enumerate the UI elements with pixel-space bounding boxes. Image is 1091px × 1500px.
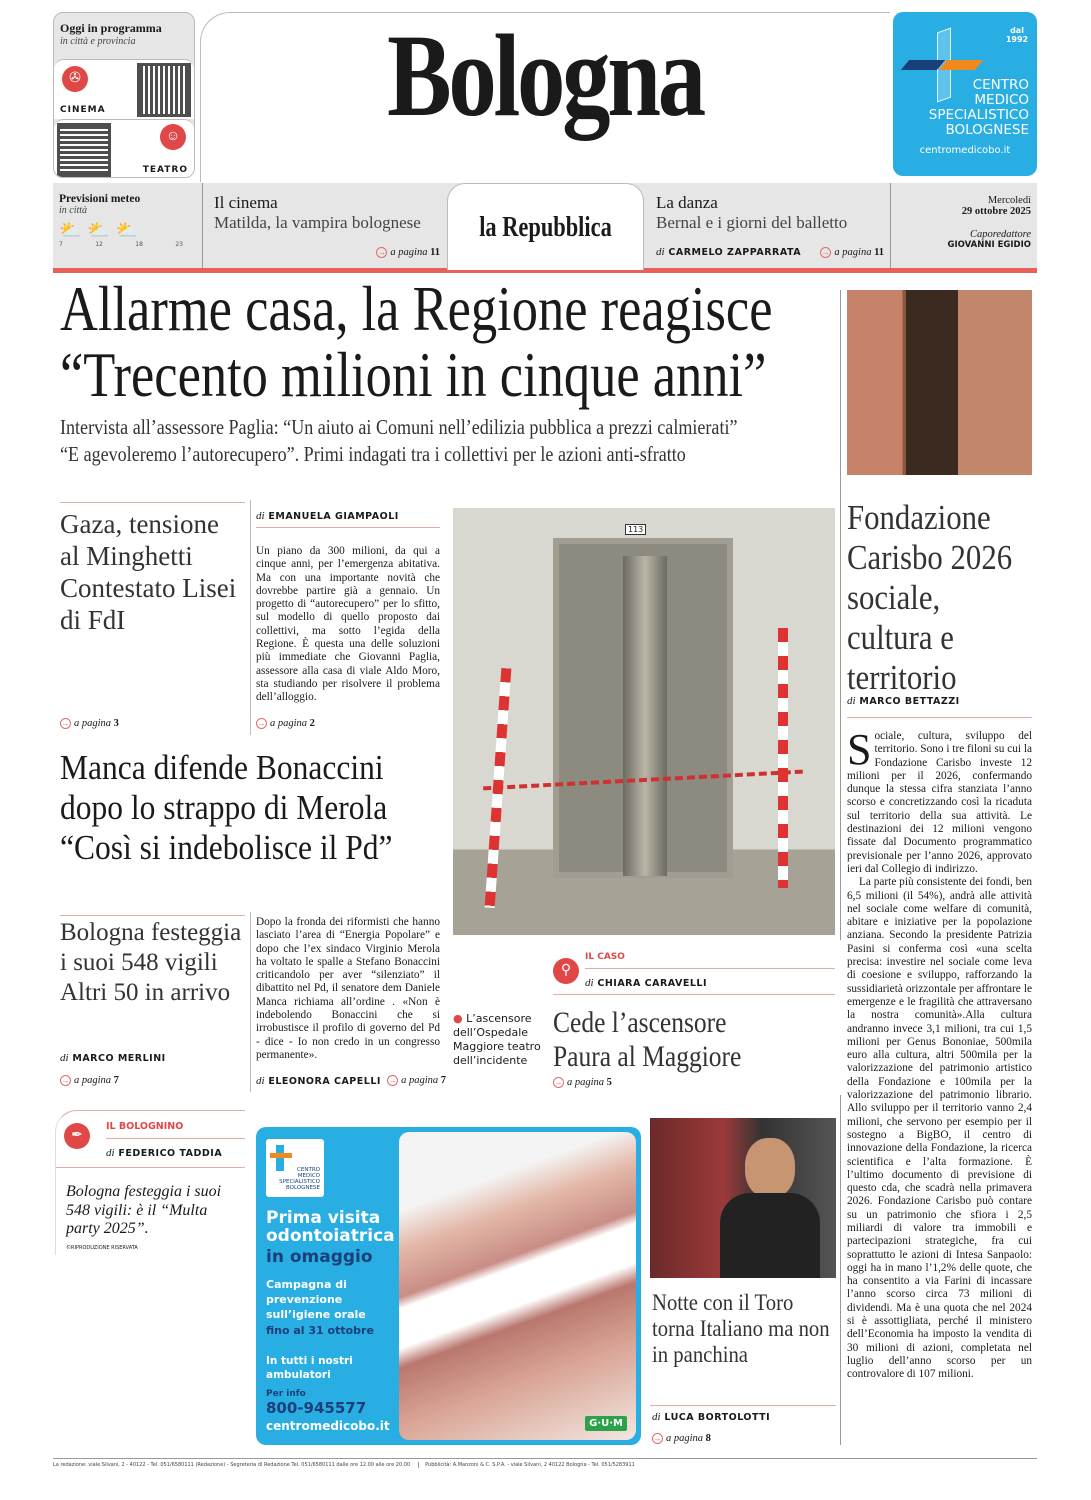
ad-headline: Prima visita odontoiatrica bbox=[266, 1208, 395, 1246]
bolognino-box bbox=[55, 1110, 245, 1255]
lead-body: Un piano da 300 milioni, da qui a cinque anni, per l’emergenza abitativa. Ma con una importante novità che dovrebbe partire già a gennaio. Un progetto di “autorecupero” per lo sfitto, sul modello di quello proposto dai collettivi, ma sotto l’egida della Regione. È questa una delle soluzioni più immediate che Giovanni Paglia, assessore alla casa di viale Aldo Moro, sta studiando per risolvere il problema dell’alloggio. bbox=[256, 545, 440, 704]
page-ref: a pagina bbox=[666, 1433, 704, 1444]
dental-ad[interactable] bbox=[256, 1127, 641, 1445]
teatro-link[interactable] bbox=[54, 119, 194, 178]
teaser-kicker: Il cinema bbox=[214, 193, 278, 212]
editor-name: GIOVANNI EGIDIO bbox=[947, 240, 1031, 250]
manca-body: Dopo la fronda dei riformisti che hanno lasciato l’area di “Energia Popolare” e dopo che l’ex sindaco Virginio Merola ha voltato le spalle a Stefano Bonaccini criticandolo per aver “silenziato” il dibattito nel Pd, il senatore dem Daniele Manca richiama all’ordine . «Non è indebolendo Bonaccini che si irrobustisce il profilo di governo del Pd - dice - Io non credo in un congresso permanente». bbox=[256, 916, 440, 1061]
ad-line: BOLOGNESE bbox=[945, 122, 1029, 138]
headline-line: Allarme casa, la Regione reagisce bbox=[60, 273, 773, 344]
gum-logo: G·U·M bbox=[585, 1416, 627, 1431]
arrow-right-icon: → bbox=[821, 248, 830, 257]
page-num: 3 bbox=[113, 718, 119, 729]
by: di bbox=[585, 977, 594, 989]
author: FEDERICO TADDIA bbox=[118, 1148, 223, 1159]
dateline bbox=[890, 183, 1037, 268]
footer bbox=[53, 1458, 1037, 1468]
weather-hour: 23 bbox=[175, 241, 183, 248]
logo-line: BOLOGNESE bbox=[285, 1185, 320, 1191]
logo-line: MEDICO bbox=[297, 1173, 320, 1179]
pin-icon: ● bbox=[453, 1012, 463, 1025]
ad-url: centromedicobo.it bbox=[919, 145, 1011, 156]
footer-pubblicita: Pubblicità: A.Manzoni & C. S.P.A. - viale Silvani, 2 40122 Bologna - Tel. 051/5283911 bbox=[418, 1462, 635, 1468]
il-caso-box[interactable] bbox=[543, 940, 843, 1095]
page-num: 11 bbox=[430, 246, 440, 258]
page-num: 7 bbox=[113, 1075, 119, 1086]
weather-subtitle: in città bbox=[59, 205, 88, 216]
author: MARCO MERLINI bbox=[72, 1053, 166, 1064]
cinema-label: CINEMA bbox=[60, 105, 106, 115]
author: LUCA BORTOLOTTI bbox=[664, 1412, 771, 1423]
logo-line: SPECIALISTICO bbox=[279, 1179, 320, 1185]
program-title: Oggi in programma bbox=[60, 21, 162, 35]
elevator-photo bbox=[453, 508, 835, 935]
divider bbox=[60, 915, 245, 916]
arrow-right-icon: → bbox=[257, 719, 266, 729]
weather-partly-cloudy-icon: ⛅ bbox=[59, 220, 82, 240]
kicker: IL CASO bbox=[585, 952, 625, 962]
author: CHIARA CARAVELLI bbox=[597, 978, 707, 989]
by: di bbox=[106, 1147, 115, 1159]
ad-logo bbox=[266, 1139, 324, 1197]
paragraph: ociale, cultura, sviluppo del territorio. Sono i tre filoni su cui la Fondazione Carisbo investe 12 milioni per il 2026, confermando dunque la stessa cifra stanziata l’anno scorso e concretizzando così la ricaduta sul territorio della sua attività. Le destinazioni dei 12 milioni vengono fissate dal Documento programmatico previsionale per l’anno 2026, approvato ieri dal Collegio di indirizzo. bbox=[847, 730, 1032, 875]
italiano-headline[interactable]: Notte con il Toro torna Italiano ma non in panchina bbox=[652, 1290, 830, 1367]
page-ref: a pagina bbox=[270, 718, 308, 729]
page-ref: a pagina bbox=[567, 1077, 605, 1088]
weather-hour: 18 bbox=[135, 241, 143, 248]
page-ref: a pagina bbox=[401, 1075, 439, 1086]
page-num: 2 bbox=[309, 718, 315, 729]
author: MARCO BETTAZZI bbox=[859, 696, 960, 707]
manca-headline[interactable]: Manca difende Bonaccini dopo lo strappo di Merola “Così si indebolisce il Pd” bbox=[60, 748, 393, 867]
sub-line: Intervista all’assessore Paglia: “Un aiuto ai Comuni nell’edilizia pubblica a prezzi calmierati” bbox=[60, 415, 738, 439]
drop-cap: S bbox=[847, 730, 872, 774]
republica-logo: la Repubblica bbox=[479, 212, 612, 243]
vigili-headline[interactable]: Bologna festeggia i suoi 548 vigili Altri 50 in arrivo bbox=[60, 919, 242, 1006]
author: CARMELO ZAPPARRATA bbox=[668, 247, 802, 258]
by: di bbox=[847, 695, 856, 707]
paragraph: La parte più consistente dei fondi, ben 6,5 milioni (il 54%), andrà alle attività nel sociale come welfare di comunità, abitare e iniziative per la popolazione anziana. Secondo la presidente Patrizia Pasini si conferma così «una scelta precisa: investire nel sociale come leva di coesione e sviluppo, rafforzando la sussidiarietà orizzontale per affrontare le emergenze e le fragilità che attraversano la nostra comunità».Alla cultura andranno invece 3,1 milioni, tra cui 1,5 milioni per Genus Bononiae, 500mila euro alla cultura, altri 500mila per la valorizzazione del patrimonio artistico della Fondazione e 100mila per la valorizzazione del patrimonio librario. Allo sviluppo per il territorio vanno 2,4 milioni, che servono per esempio per il sostegno a BigBO, il centro di innovazione della Fondazione, la ricerca scientifica e l’alta formazione. È l’ultimo documento di previsione di questo cda, che scadrà nella primavera 2026. Fondazione Carisbo può contare su un patrimonio che sfiora i 2,5 miliardi di valore tra immobili e partecipazioni strategiche, fra cui soprattutto le azioni di Intesa Sanpaolo: oggi ha in mano l’1,2% delle quote, che ha consentito a via Farini di incassare l’anno scorso circa 73 milioni di dividendi. Ma è una quota che nel 2024 si è assottigliata, perché il ministero dell’Economia ha imposto la vendita di 30 milioni di azioni, completata nel luglio dell’anno scorso per un controvalore di 107 milioni. bbox=[847, 876, 1032, 1381]
teaser-danza[interactable] bbox=[645, 183, 890, 268]
headline-line: Cede l’ascensore bbox=[553, 1006, 727, 1039]
author: EMANUELA GIAMPAOLI bbox=[268, 511, 399, 522]
page-ref: a pagina bbox=[74, 718, 112, 729]
lead-headline bbox=[60, 273, 840, 410]
teatro-label: TEATRO bbox=[142, 165, 188, 175]
program-box bbox=[53, 12, 195, 178]
rights: ©RIPRODUZIONE RISERVATA bbox=[66, 1245, 138, 1251]
ad-info: Per info bbox=[266, 1389, 306, 1399]
weather-title: Previsioni meteo bbox=[59, 193, 141, 205]
teaser-cinema[interactable] bbox=[202, 183, 446, 268]
column-divider bbox=[840, 290, 841, 1445]
day: Mercoledì bbox=[987, 195, 1031, 206]
date: 29 ottobre 2025 bbox=[961, 206, 1031, 217]
pen-nib-icon: ✒ bbox=[64, 1123, 90, 1149]
footer-redazione: La redazione: viale Silvani, 2 - 40122 - Tel. 051/6580111 (Redazione) - Segreteria di Redazione Tel. 051/6580111 dalle ore 12.00 alle ore 20.00 bbox=[53, 1462, 411, 1468]
weather-hour: 12 bbox=[95, 241, 103, 248]
magnifier-icon: ⚲ bbox=[553, 958, 579, 984]
author: ELEONORA CAPELLI bbox=[268, 1076, 381, 1087]
arrow-right-icon: → bbox=[61, 1076, 70, 1086]
arrow-right-icon: → bbox=[554, 1078, 563, 1088]
ad-url: centromedicobo.it bbox=[266, 1419, 390, 1433]
program-subtitle: in città e provincia bbox=[60, 36, 136, 47]
column-divider bbox=[250, 912, 251, 1092]
cinema-link[interactable] bbox=[54, 59, 194, 119]
ad-phone: 800-945577 bbox=[266, 1399, 367, 1417]
republica-logo-box bbox=[447, 183, 644, 270]
page-num: 5 bbox=[606, 1077, 612, 1088]
palazzo-door-photo bbox=[847, 290, 1032, 475]
teaser-title: Matilda, la vampira bolognese bbox=[214, 213, 421, 232]
qr-code-icon[interactable] bbox=[60, 126, 108, 174]
weather-partly-cloudy-icon: ⛅ bbox=[87, 220, 110, 240]
page-num: 11 bbox=[874, 246, 884, 258]
bolognino-text: Bologna festeggia i suoi 548 vigili: è il “Multa party 2025”. bbox=[66, 1183, 222, 1237]
by: di bbox=[256, 1075, 265, 1087]
since-label: dal 1992 bbox=[1005, 26, 1029, 44]
teaser-title: Bernal e i giorni del balletto bbox=[656, 213, 848, 232]
by: di bbox=[256, 510, 265, 522]
cross-logo-icon bbox=[276, 1145, 284, 1171]
divider bbox=[60, 502, 245, 503]
ad-campaign: Campagna di prevenzione sull’igiene orale bbox=[266, 1278, 366, 1321]
by: di bbox=[652, 1411, 661, 1423]
logo-line: CENTRO bbox=[297, 1167, 320, 1173]
elevator-caption bbox=[453, 1012, 543, 1068]
teaser-kicker: La danza bbox=[656, 193, 718, 212]
carisbo-body bbox=[847, 730, 1032, 1448]
arrow-right-icon: → bbox=[388, 1076, 397, 1086]
page-ref: a pagina bbox=[834, 246, 872, 258]
arrow-right-icon: → bbox=[377, 248, 386, 257]
caption-text: L’ascensore dell’Ospedale Maggiore teatro dell’incidente bbox=[453, 1012, 541, 1067]
weather-partly-cloudy-icon: ⛅ bbox=[115, 220, 139, 240]
role: Caporedattore bbox=[969, 229, 1031, 240]
weather-hour: 7 bbox=[59, 241, 63, 248]
sub-line: “E agevoleremo l’autorecupero”. Primi indagati tra i collettivi per le azioni anti-sfratto bbox=[60, 442, 686, 466]
coach-photo bbox=[650, 1118, 836, 1278]
arrow-right-icon: → bbox=[61, 719, 70, 729]
carisbo-headline[interactable]: Fondazione Carisbo 2026 sociale, cultura e territorio bbox=[847, 498, 1013, 697]
column-divider bbox=[250, 500, 251, 735]
ad-ambulatori: In tutti i nostri ambulatori bbox=[266, 1355, 353, 1381]
page-ref: a pagina bbox=[390, 246, 428, 258]
ad-date: fino al 31 ottobre bbox=[266, 1324, 374, 1337]
lead-subheadline bbox=[60, 414, 840, 468]
ad-headline-2: in omaggio bbox=[266, 1247, 373, 1267]
weather-box bbox=[53, 183, 201, 268]
page-num: 8 bbox=[705, 1433, 711, 1444]
elevator-sign: 113 bbox=[625, 524, 646, 535]
kicker: IL BOLOGNINO bbox=[106, 1121, 184, 1132]
page-num: 7 bbox=[440, 1075, 446, 1086]
top-ad-centro-medico[interactable] bbox=[893, 12, 1037, 176]
ad-line: SPECIALISTICO bbox=[928, 107, 1029, 123]
gaza-headline[interactable]: Gaza, tensione al Minghetti Contestato Lisei di FdI bbox=[60, 509, 237, 635]
ad-line: MEDICO bbox=[974, 92, 1029, 108]
smile-photo bbox=[399, 1132, 636, 1440]
headline-line: “Trecento milioni in cinque anni” bbox=[60, 339, 767, 410]
masthead-title: Bologna bbox=[387, 10, 703, 141]
arrow-right-icon: → bbox=[653, 1434, 662, 1444]
headline-line: Paura al Maggiore bbox=[553, 1040, 742, 1073]
qr-code-icon[interactable] bbox=[140, 66, 188, 114]
by: di bbox=[656, 246, 665, 258]
ad-line: CENTRO bbox=[972, 77, 1029, 93]
by: di bbox=[60, 1052, 69, 1064]
theater-mask-icon: ☺ bbox=[160, 124, 186, 150]
page-ref: a pagina bbox=[74, 1075, 112, 1086]
film-reel-icon: ✇ bbox=[62, 66, 88, 92]
divider bbox=[650, 1405, 836, 1406]
